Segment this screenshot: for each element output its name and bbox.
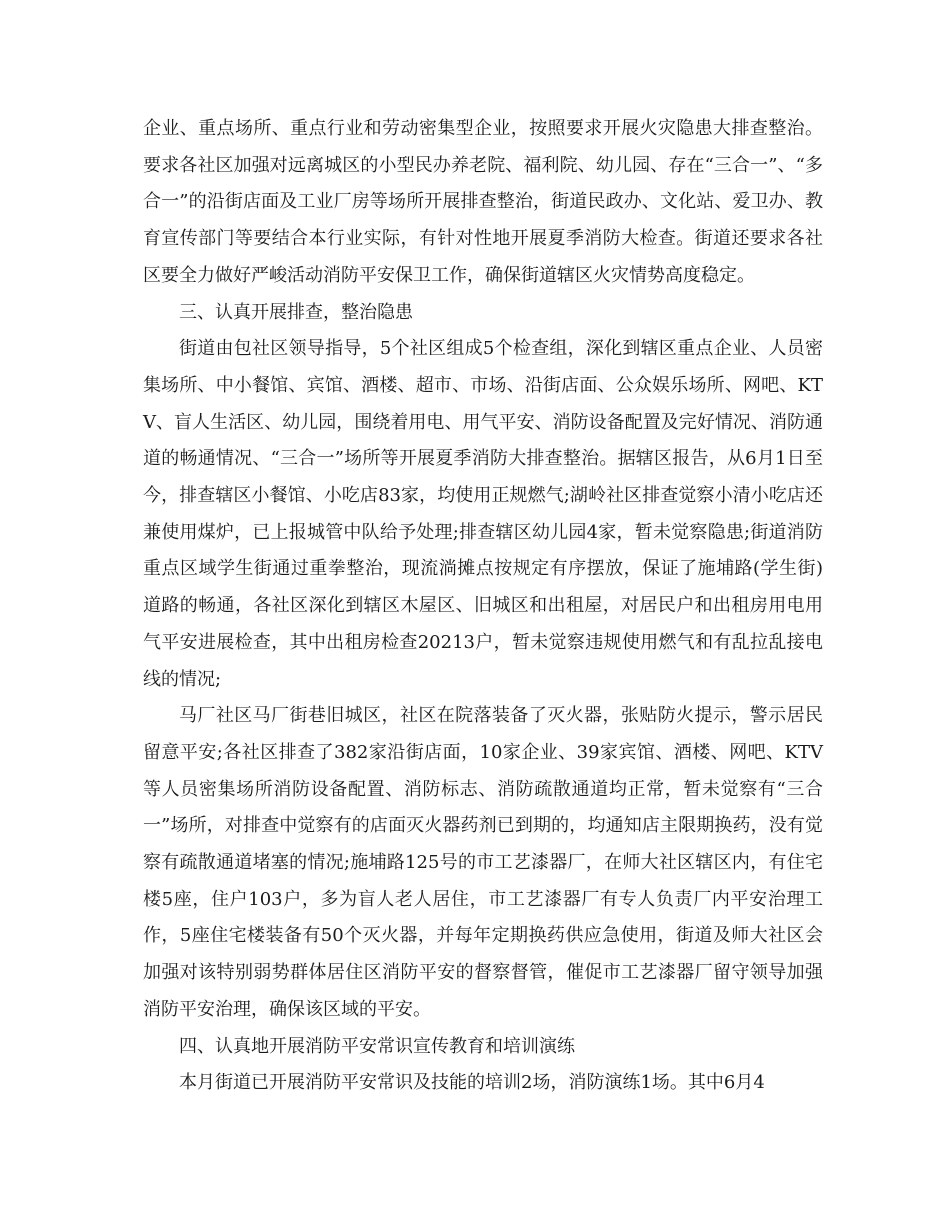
paragraph-machang: 马厂社区马厂街巷旧城区，社区在院落装备了灭火器，张贴防火提示，警示居民留意平安;各社区排查了382家沿街店面，10家企业、39家宾馆、酒楼、网吧、KTV等人员密集场所消防设备配置、消防标志、消防疏散通道均正常，暂未觉察有“三合一”场所，对排查中觉察有的店面灭火器药剂已到期的，均通知店主限期换药，没有觉察有疏散通道堵塞的情况;施埔路125号的市工艺漆器厂，在师大社区辖区内，有住宅楼5座，住户103户，多为盲人老人居住，市工艺漆器厂有专人负责厂内平安治理工作，5座住宅楼装备有50个灭火器，并每年定期换药供应急使用，街道及师大社区会加强对该特别弱势群体居住区消防平安的督察督管，催促市工艺漆器厂留守领导加强消防平安治理，确保该区域的平安。	[143, 705, 823, 1020]
document-body	[143, 111, 823, 1102]
paragraph-inspection: 街道由包社区领导指导，5个社区组成5个检查组，深化到辖区重点企业、人员密集场所、中小餐馆、宾馆、酒楼、超市、市场、沿街店面、公众娱乐场所、网吧、KTV、盲人生活区、幼儿园，围绕着用电、用气平安、消防设备配置及完好情况、消防通道的畅通情况、“三合一”场所等开展夏季消防大排查整治。据辖区报告，从6月1日至今，排查辖区小餐馆、小吃店83家，均使用正规燃气;湖岭社区排查觉察小清小吃店还兼使用煤炉，已上报城管中队给予处理;排查辖区幼儿园4家，暂未觉察隐患;街道消防重点区域学生街通过重拳整治，现流淌摊点按规定有序摆放，保证了施埔路(学生街)道路的畅通，各社区深化到辖区木屋区、旧城区和出租屋，对居民户和出租房用电用气平安进展检查，其中出租房检查20213户，暂未觉察违规使用燃气和有乱拉乱接电线的情况;	[143, 338, 823, 690]
section-heading-3: 三、认真开展排查，整治隐患	[179, 301, 413, 323]
paragraph-training: 本月街道已开展消防平安常识及技能的培训2场，消防演练1场。其中6月4	[179, 1072, 765, 1094]
paragraph-continued: 企业、重点场所、重点行业和劳动密集型企业，按照要求开展火灾隐患大排查整治。要求各社区加强对远离城区的小型民办养老院、福利院、幼儿园、存在“三合一”、“多合一”的沿街店面及工业厂房等场所开展排查整治，街道民政办、文化站、爱卫办、教育宣传部门等要结合本行业实际，有针对性地开展夏季消防大检查。街道还要求各社区要全力做好严峻活动消防平安保卫工作，确保街道辖区火灾情势高度稳定。	[143, 118, 823, 286]
section-heading-4: 四、认真地开展消防平安常识宣传教育和培训演练	[179, 1035, 575, 1057]
